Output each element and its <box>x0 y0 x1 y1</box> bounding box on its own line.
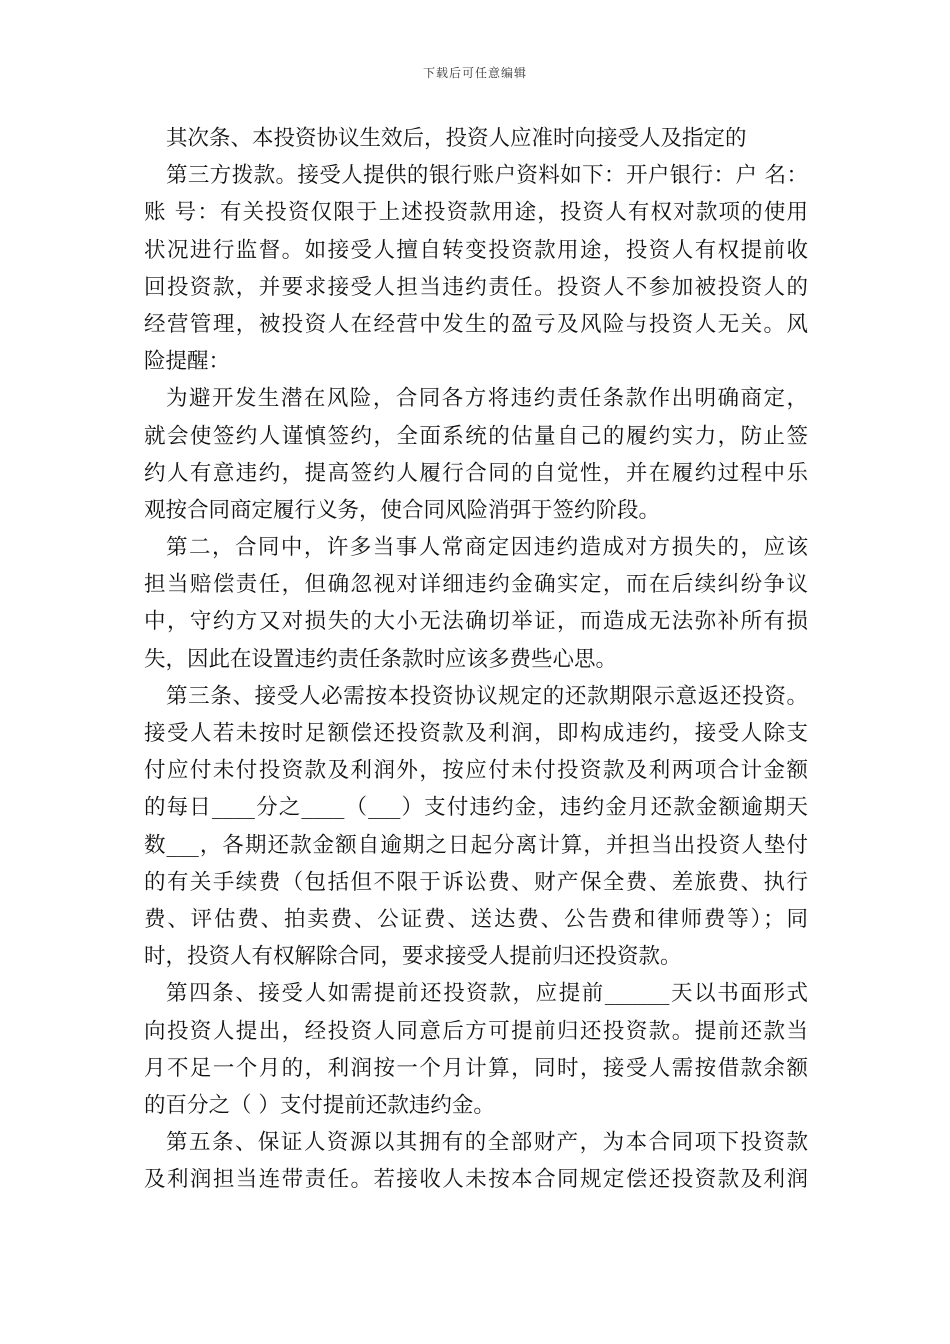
text-line: 向投资人提出，经投资人同意后方可提前归还投资款。提前还款当 <box>144 1018 808 1044</box>
text-line: 第四条、接受人如需提前还投资款，应提前______天以书面形式 <box>166 981 808 1007</box>
text-line: 第三方拨款。接受人提供的银行账户资料如下：开户银行：户 名： <box>166 163 808 189</box>
text-line: 观按合同商定履行义务，使合同风险消弭于签约阶段。 <box>144 497 661 523</box>
text-line: 接受人若未按时足额偿还投资款及利润，即构成违约，接受人除支 <box>144 721 808 746</box>
text-line: 的有关手续费（包括但不限于诉讼费、财产保全费、差旅费、执行 <box>144 869 808 895</box>
text-line: 约人有意违约，提高签约人履行合同的自觉性，并在履约过程中乐 <box>144 460 808 486</box>
text-line: 回投资款，并要求接受人担当违约责任。投资人不参加被投资人的 <box>144 274 808 300</box>
text-line: 月不足一个月的，利润按一个月计算，同时，接受人需按借款余额 <box>144 1055 808 1081</box>
text-line: 的每日____分之____（___）支付违约金，违约金月还款金额逾期天 <box>144 795 808 821</box>
text-line: 第五条、保证人资源以其拥有的全部财产，为本合同项下投资款 <box>166 1130 808 1156</box>
text-line: 为避开发生潜在风险，合同各方将违约责任条款作出明确商定， <box>166 386 808 412</box>
document-body <box>144 120 808 1198</box>
text-line: 状况进行监督。如接受人擅自转变投资款用途，投资人有权提前收 <box>144 237 808 263</box>
text-line: 险提醒： <box>144 349 231 375</box>
text-line: 及利润担当连带责任。若接收人未按本合同规定偿还投资款及利润 <box>144 1167 808 1193</box>
text-line: 第二，合同中，许多当事人常商定因违约造成对方损失的，应该 <box>166 535 808 561</box>
text-line: 时，投资人有权解除合同，要求接受人提前归还投资款。 <box>144 944 682 970</box>
text-line: 担当赔偿责任，但确忽视对详细违约金确实定，而在后续纠纷争议 <box>144 572 808 598</box>
text-line: 失，因此在设置违约责任条款时应该多费些心思。 <box>144 646 618 672</box>
text-line: 数___，各期还款金额自逾期之日起分离计算，并担当出投资人垫付 <box>144 832 808 858</box>
text-line: 就会使签约人谨慎签约，全面系统的估量自己的履约实力，防止签 <box>144 423 808 449</box>
text-line: 中，守约方又对损失的大小无法确切举证，而造成无法弥补所有损 <box>144 609 808 635</box>
text-line: 付应付未付投资款及利润外，按应付未付投资款及利两项合计金额 <box>144 758 808 784</box>
text-line: 费、评估费、拍卖费、公证费、送达费、公告费和律师费等）；同 <box>144 906 808 932</box>
text-line: 经营管理，被投资人在经营中发生的盈亏及风险与投资人无关。风 <box>144 311 808 337</box>
text-line: 其次条、本投资协议生效后，投资人应准时向接受人及指定的 <box>166 126 747 151</box>
text-line: 第三条、接受人必需按本投资协议规定的还款期限示意返还投资。 <box>166 683 808 709</box>
page-header: 下载后可任意编辑 <box>422 66 527 80</box>
text-line: 账 号：有关投资仅限于上述投资款用途，投资人有权对款项的使用 <box>144 200 808 226</box>
text-line: 的百分之（ ）支付提前还款违约金。 <box>144 1092 495 1118</box>
